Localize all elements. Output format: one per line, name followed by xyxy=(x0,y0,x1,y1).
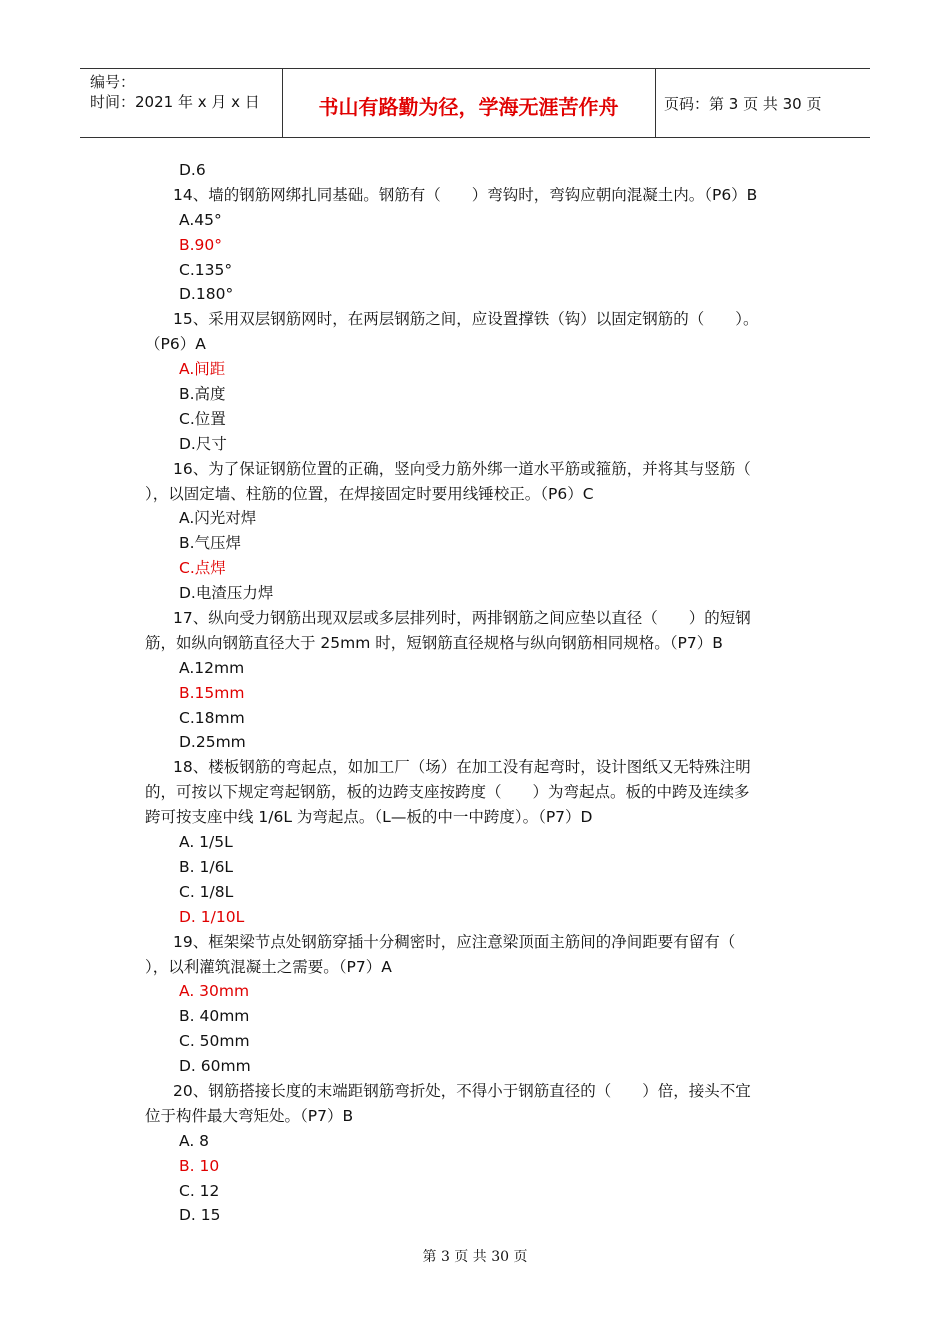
answer-option: A. 30mm xyxy=(179,982,250,1001)
answer-option: D.180° xyxy=(179,285,234,304)
question-text-continued: （P6）A xyxy=(145,335,206,354)
question-text: 17、纵向受力钢筋出现双层或多层排列时，两排钢筋之间应垫以直径（ ）的短钢 xyxy=(173,609,751,628)
question-content xyxy=(145,158,810,1228)
answer-option: D. 15 xyxy=(179,1206,221,1225)
answer-option: D.6 xyxy=(179,161,206,179)
answer-option: A.闪光对焊 xyxy=(179,509,257,528)
answer-option: D.电渣压力焊 xyxy=(179,584,274,603)
answer-option: C.18mm xyxy=(179,708,245,727)
header-page-cell xyxy=(655,69,870,137)
question-text-continued: 筋，如纵向钢筋直径大于 25mm 时，短钢筋直径规格与纵向钢筋相同规格。（P7）B xyxy=(145,633,723,652)
header-page-code: 页码：第 3 页 共 30 页 xyxy=(664,95,822,113)
header-motto: 书山有路勤为径，学海无涯苦作舟 xyxy=(318,95,619,119)
question-text: 18、楼板钢筋的弯起点，如加工厂（场）在加工没有起弯时，设计图纸又无特殊注明 xyxy=(173,758,751,777)
answer-option: C. 50mm xyxy=(179,1032,250,1051)
answer-option: C. 1/8L xyxy=(179,882,234,901)
answer-option: B. 1/6L xyxy=(179,857,234,876)
answer-option: C.点焊 xyxy=(179,559,226,578)
answer-option: D. 1/10L xyxy=(179,907,245,926)
document-date: 时间：2021 年 x 月 x 日 xyxy=(90,93,260,111)
question-text-continued: ），以固定墙、柱筋的位置，在焊接固定时要用线锤校正。（P6）C xyxy=(145,484,594,503)
answer-option: C.135° xyxy=(179,260,233,279)
answer-option: A. 8 xyxy=(179,1131,210,1150)
question-text: 14、墙的钢筋网绑扎同基础。钢筋有（ ）弯钩时，弯钩应朝向混凝土内。（P6）B xyxy=(173,185,758,204)
answer-option: B.高度 xyxy=(179,385,226,404)
answer-option: A.12mm xyxy=(179,658,245,677)
question-text-continued: 位于构件最大弯矩处。（P7）B xyxy=(145,1106,354,1125)
page-footer: 第 3 页 共 30 页 xyxy=(422,1249,528,1265)
question-text: 19、框架梁节点处钢筋穿插十分稠密时，应注意梁顶面主筋间的净间距要有留有（ xyxy=(173,932,736,951)
answer-option: B.15mm xyxy=(179,683,245,702)
document-number-label: 编号： xyxy=(90,73,136,91)
answer-option: D.25mm xyxy=(179,733,246,752)
answer-option: C. 12 xyxy=(179,1181,220,1200)
answer-option: B.气压焊 xyxy=(179,534,242,553)
header-info-cell xyxy=(80,69,283,137)
answer-option: B. 10 xyxy=(179,1156,220,1175)
answer-option: A.间距 xyxy=(179,360,226,379)
page-header xyxy=(80,68,870,138)
question-text-continued: ），以利灌筑混凝土之需要。（P7）A xyxy=(145,957,392,976)
answer-option: D.尺寸 xyxy=(179,434,227,453)
question-text-continued: 的，可按以下规定弯起钢筋，板的边跨支座按跨度（ ）为弯起点。板的中跨及连续多 xyxy=(145,783,750,802)
question-text: 20、钢筋搭接长度的末端距钢筋弯折处，不得小于钢筋直径的（ ）倍，接头不宜 xyxy=(173,1081,751,1100)
answer-option: C.位置 xyxy=(179,409,226,428)
question-text-continued: 跨可按支座中线 1/6L 为弯起点。（L—板的中一中跨度）。（P7）D xyxy=(145,808,593,827)
question-text: 15、采用双层钢筋网时，在两层钢筋之间，应设置撑铁（钩）以固定钢筋的（ ）。 xyxy=(173,310,759,329)
answer-option: A. 1/5L xyxy=(179,833,233,852)
answer-option: B. 40mm xyxy=(179,1007,250,1026)
header-motto-cell xyxy=(282,69,656,137)
question-text: 16、为了保证钢筋位置的正确，竖向受力筋外绑一道水平筋或箍筋，并将其与竖筋（ xyxy=(173,459,751,478)
answer-option: A.45° xyxy=(179,210,222,229)
answer-option: B.90° xyxy=(179,235,223,254)
answer-option: D. 60mm xyxy=(179,1057,251,1076)
